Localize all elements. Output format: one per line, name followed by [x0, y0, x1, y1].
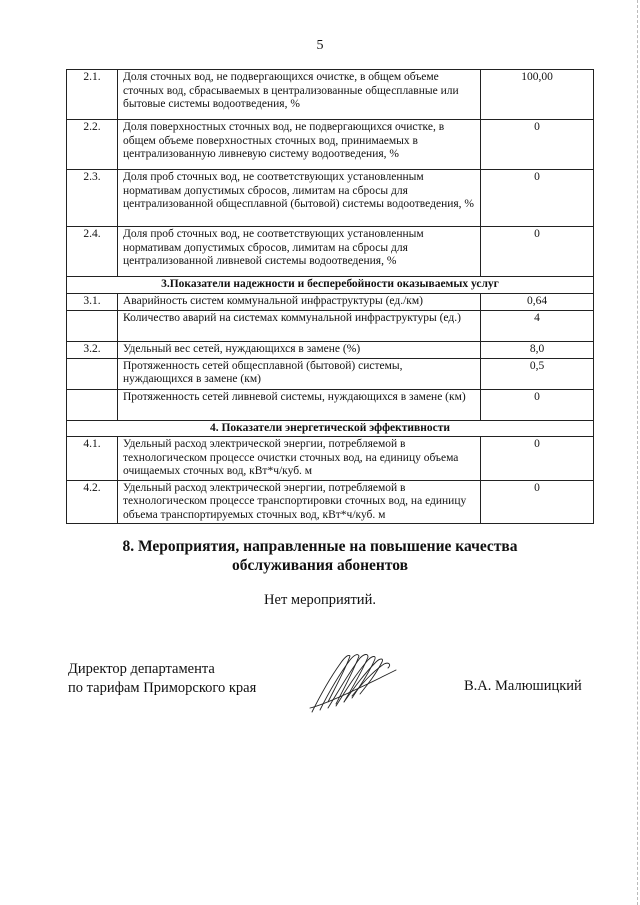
row-number	[67, 358, 118, 389]
row-value: 0	[481, 120, 594, 170]
section-8-heading-line2: обслуживания абонентов	[232, 557, 408, 574]
indicators-table	[66, 69, 594, 524]
table-row	[67, 293, 594, 310]
signer-title-line2: по тарифам Приморского края	[68, 680, 257, 696]
row-number: 4.1.	[67, 437, 118, 481]
row-number	[67, 389, 118, 420]
signer-title-line1: Директор департамента	[68, 661, 215, 677]
table-row	[67, 70, 594, 120]
row-number: 2.4.	[67, 227, 118, 277]
signer-title	[68, 660, 256, 698]
row-value: 0	[481, 389, 594, 420]
row-number: 2.2.	[67, 120, 118, 170]
row-value: 0,64	[481, 293, 594, 310]
row-value: 0	[481, 227, 594, 277]
table-row	[67, 120, 594, 170]
row-description: Протяженность сетей общесплавной (бытовой) системы, нуждающихся в замене (км)	[118, 358, 481, 389]
table-row	[67, 437, 594, 481]
row-value: 4	[481, 310, 594, 341]
row-description: Доля поверхностных сточных вод, не подвергающихся очистке, в общем объеме поверхностных сточных вод, принимаемых в централизованную ливневую систему водоотведения, %	[118, 120, 481, 170]
table-row	[67, 170, 594, 227]
row-description: Протяженность сетей ливневой системы, нуждающихся в замене (км)	[118, 389, 481, 420]
row-number: 2.1.	[67, 70, 118, 120]
section-8-heading-line1: 8. Мероприятия, направленные на повышение качества	[122, 538, 518, 555]
section-title: 3.Показатели надежности и бесперебойности оказываемых услуг	[67, 277, 594, 294]
section-title: 4. Показатели энергетической эффективности	[67, 420, 594, 437]
section-row	[67, 420, 594, 437]
table-row	[67, 227, 594, 277]
table-row	[67, 358, 594, 389]
row-number: 3.1.	[67, 293, 118, 310]
row-description: Удельный расход электрической энергии, потребляемой в технологическом процессе очистки сточных вод, на единицу объема очищаемых сточных вод, кВт*ч/куб. м	[118, 437, 481, 481]
table-row	[67, 389, 594, 420]
row-number: 4.2.	[67, 480, 118, 524]
row-description: Доля проб сточных вод, не соответствующих установленным нормативам допустимых сбросов, лимитам на сбросы для централизованной ливневой системы водоотведения, %	[118, 227, 481, 277]
row-value: 0,5	[481, 358, 594, 389]
handwritten-signature	[306, 646, 400, 716]
row-number: 2.3.	[67, 170, 118, 227]
signer-name: В.А. Малюшицкий	[464, 678, 582, 694]
row-value: 0	[481, 480, 594, 524]
section-row	[67, 277, 594, 294]
section-8-heading	[0, 537, 640, 575]
page-number: 5	[316, 38, 324, 53]
row-number	[67, 310, 118, 341]
row-value: 100,00	[481, 70, 594, 120]
row-description: Аварийность систем коммунальной инфраструктуры (ед./км)	[118, 293, 481, 310]
no-measures-text: Нет мероприятий.	[264, 592, 376, 608]
row-description: Количество аварий на системах коммунальной инфраструктуры (ед.)	[118, 310, 481, 341]
row-value: 0	[481, 437, 594, 481]
row-value: 0	[481, 170, 594, 227]
scan-edge-line	[636, 0, 638, 905]
row-description: Доля проб сточных вод, не соответствующих установленным нормативам допустимых сбросов, лимитам на сбросы для централизованной общесплавной (бытовой) системы водоотведения, %	[118, 170, 481, 227]
row-value: 8,0	[481, 341, 594, 358]
row-number: 3.2.	[67, 341, 118, 358]
row-description: Удельный вес сетей, нуждающихся в замене (%)	[118, 341, 481, 358]
row-description: Удельный расход электрической энергии, потребляемой в технологическом процессе транспортировки сточных вод, на единицу объема транспортируемых сточных вод, кВт*ч/куб. м	[118, 480, 481, 524]
table-row	[67, 310, 594, 341]
table-row	[67, 341, 594, 358]
row-description: Доля сточных вод, не подвергающихся очистке, в общем объеме сточных вод, сбрасываемых в централизованные общесплавные или бытовые системы водоотведения, %	[118, 70, 481, 120]
table-row	[67, 480, 594, 524]
